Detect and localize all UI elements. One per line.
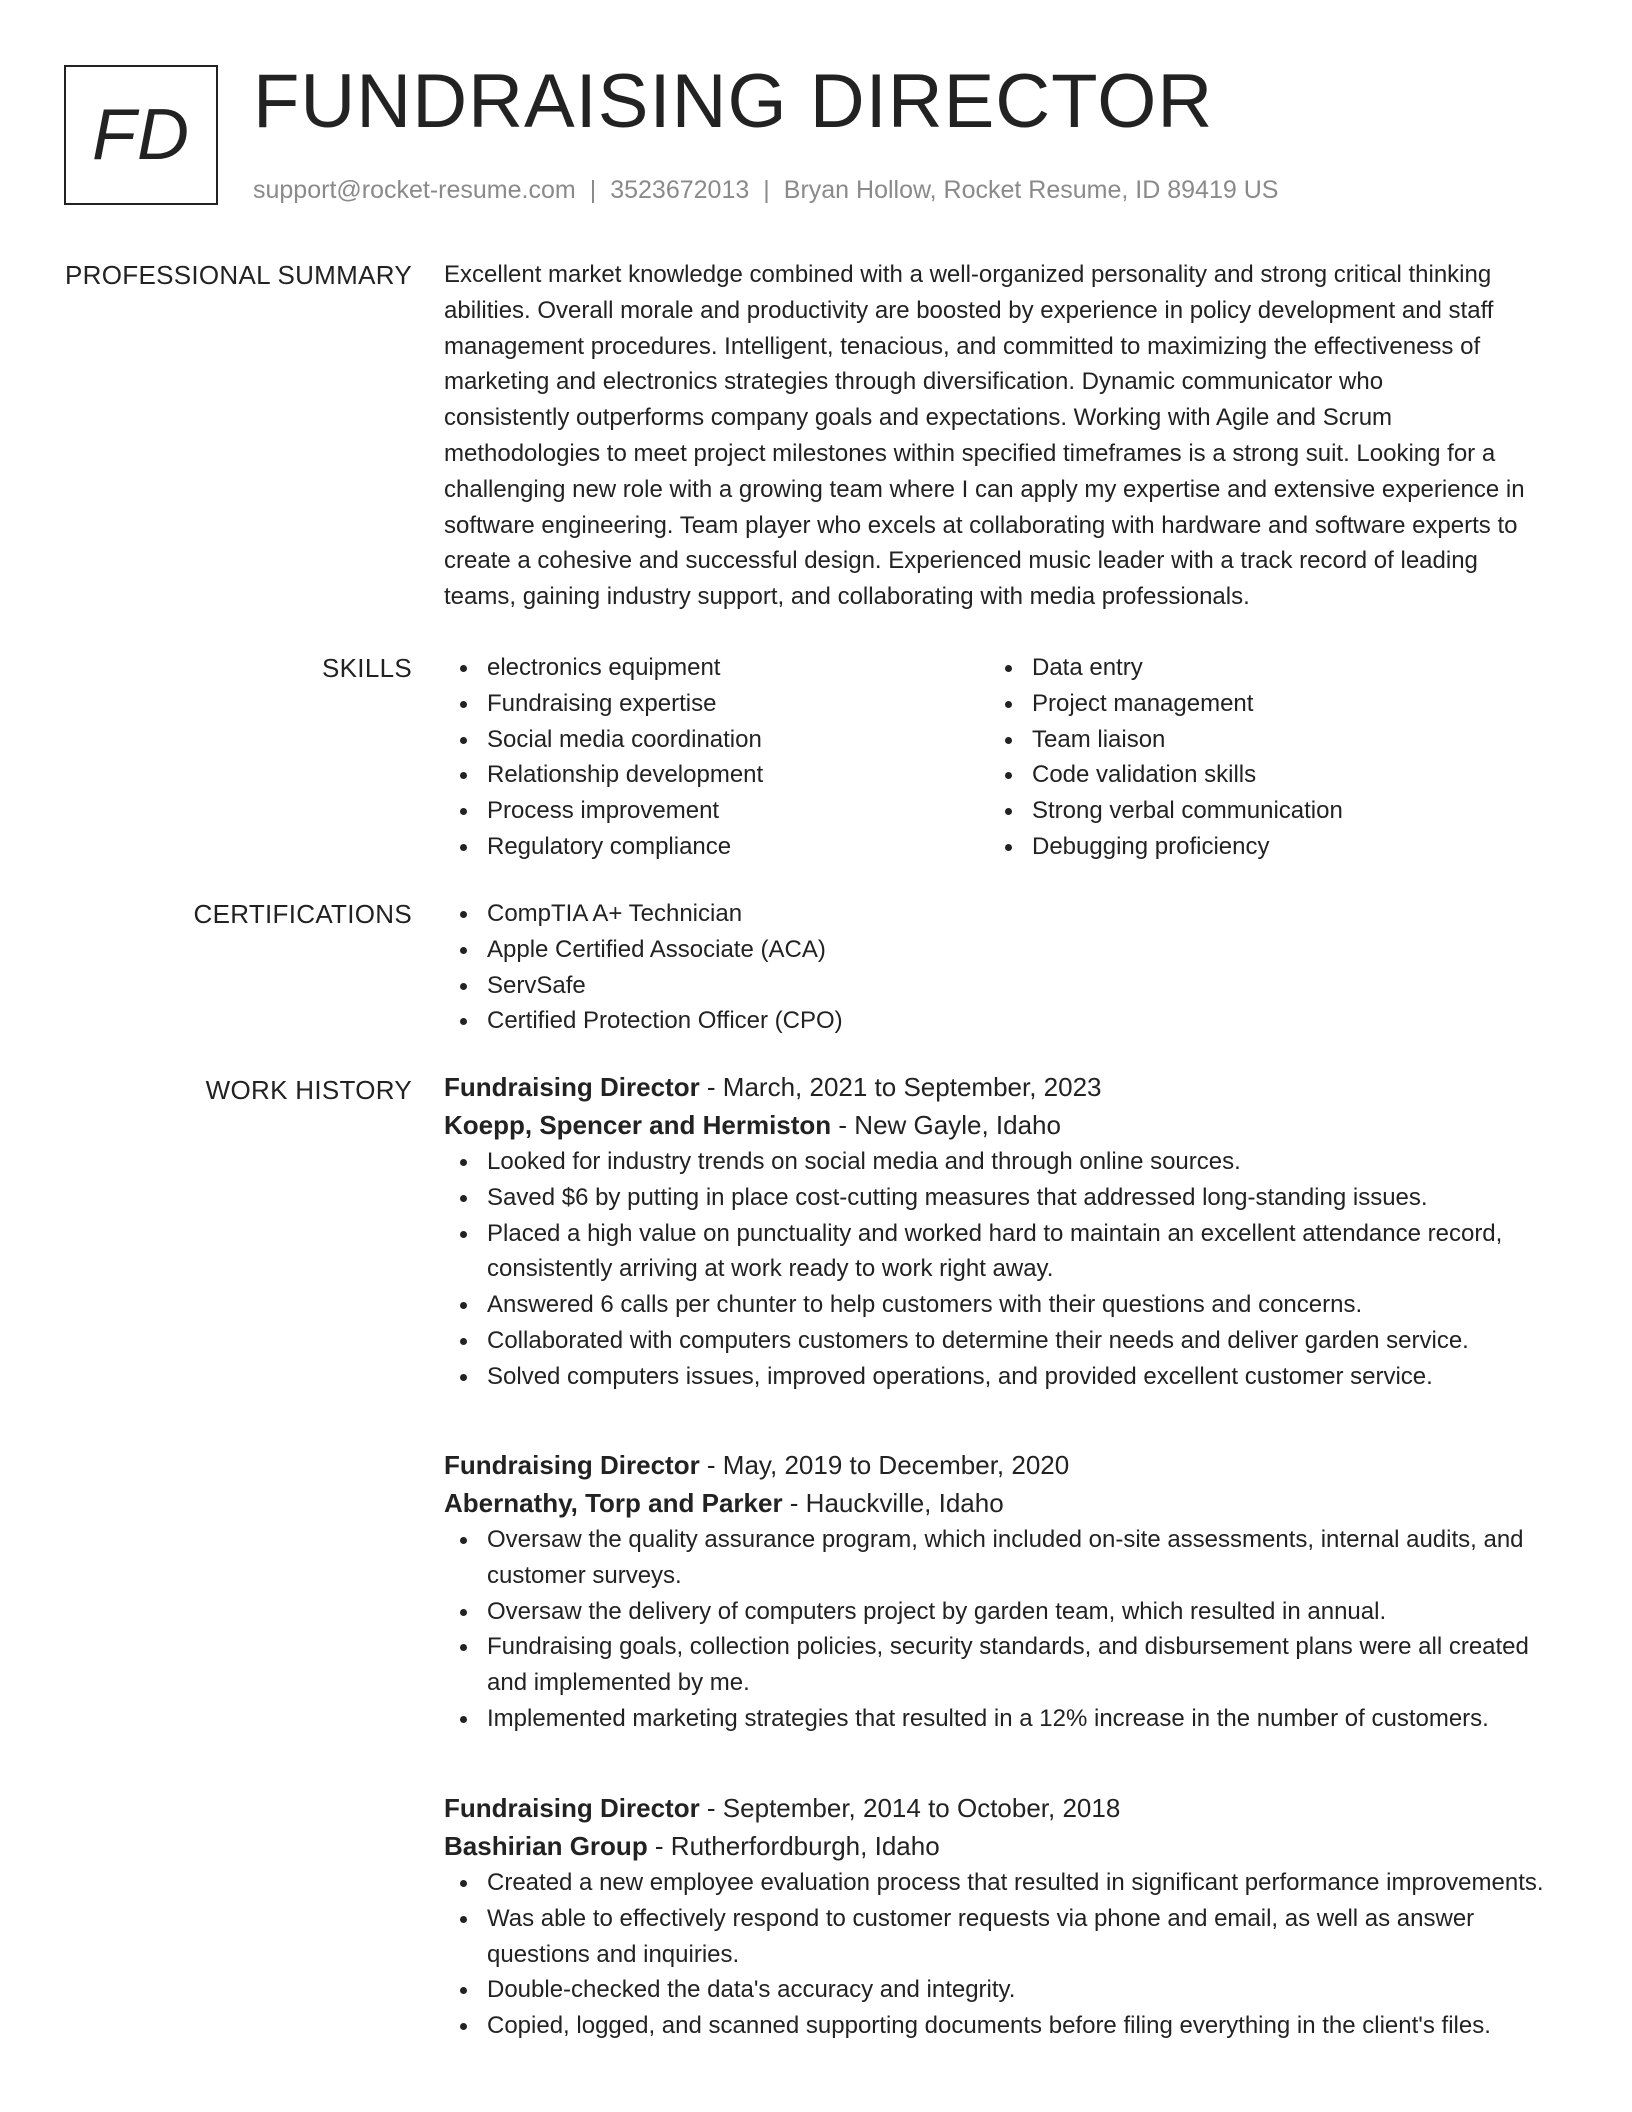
skill-item: Debugging proficiency [989,829,1534,865]
summary-line: challenging new role with a growing team where I can apply my expertise and extensive experience in [444,475,1525,503]
job-location: - Rutherfordburgh, Idaho [647,1831,940,1861]
job-duty: Saved $6 by putting in place cost-cutting measures that addressed long-standing issues. [444,1180,1560,1216]
section-title-work-history: WORK HISTORY [205,1075,412,1105]
section-title-skills: SKILLS [322,653,412,683]
summary-line: teams, gaining industry support, and collaborating with media professionals. [444,583,1250,611]
summary-line: create a cohesive and successful design. Experienced music leader with a track record of leading [444,547,1478,575]
section-title-certifications: CERTIFICATIONS [193,899,412,929]
job-role-line [444,1446,1560,1484]
job-duty: Double-checked the data's accuracy and integrity. [444,1972,1560,2008]
job-duty: Created a new employee evaluation process that resulted in significant performance improvements. [444,1865,1560,1901]
summary-line: methodologies to meet project milestones within specified timeframes is a strong suit. Looking for a [444,439,1496,467]
job-duty: Placed a high value on punctuality and worked hard to maintain an excellent attendance record, consistently arriving at work ready to work right away. [444,1216,1560,1288]
contact-separator: | [763,176,770,204]
summary-line: abilities. Overall morale and productivity are boosted by experience in policy development and staff [444,296,1494,324]
skills-list-left [444,650,989,865]
skill-item: electronics equipment [444,650,989,686]
skill-item: Fundraising expertise [444,686,989,722]
job-body [444,1446,1560,1737]
skill-item: Data entry [989,650,1534,686]
skill-item: Strong verbal communication [989,793,1534,829]
job-duty: Collaborated with computers customers to determine their needs and deliver garden service. [444,1323,1560,1359]
job-duty: Oversaw the quality assurance program, which included on-site assessments, internal audits, and customer surveys. [444,1522,1560,1594]
contact-email[interactable]: support@rocket-resume.com [253,176,576,204]
summary-body [444,257,1560,615]
job-duty: Solved computers issues, improved operations, and provided excellent customer service. [444,1359,1560,1395]
summary-line: software engineering. Team player who excels at collaborating with hardware and software experts to [444,511,1518,539]
job-duty: Looked for industry trends on social media and through online sources. [444,1144,1560,1180]
section-title-summary: PROFESSIONAL SUMMARY [65,260,412,290]
job-role: Fundraising Director [444,1793,700,1823]
contact-phone[interactable]: 3523672013 [610,176,750,204]
job-duty: Oversaw the delivery of computers project by garden team, which resulted in annual. [444,1594,1560,1630]
job-duties-list [444,1865,1560,2044]
job-dates: - March, 2021 to September, 2023 [699,1072,1102,1102]
job-role: Fundraising Director [444,1072,700,1102]
certifications-body [444,896,1560,1039]
job-body [444,1068,1560,1395]
skills-body [444,650,1560,865]
skill-item: Relationship development [444,757,989,793]
skill-item: Team liaison [989,722,1534,758]
job-company-line [444,1827,1560,1865]
job-dates: - May, 2019 to December, 2020 [699,1450,1070,1480]
job-role-line [444,1068,1560,1106]
job-duty: Answered 6 calls per chunter to help customers with their questions and concerns. [444,1287,1560,1323]
job-company: Koepp, Spencer and Hermiston [444,1110,832,1140]
monogram-initials: FD [92,95,190,175]
job-duty: Was able to effectively respond to customer requests via phone and email, as well as answer questions and inquiries. [444,1901,1560,1973]
skill-item: Process improvement [444,793,989,829]
summary-line: Excellent market knowledge combined with a well-organized personality and strong critical thinking [444,261,1492,288]
contact-address: Bryan Hollow, Rocket Resume, ID 89419 US [783,176,1279,204]
job-company-line [444,1484,1560,1522]
job-company: Abernathy, Torp and Parker [444,1488,783,1518]
summary-text [444,257,1560,615]
job-company-line [444,1106,1560,1144]
certifications-list [444,896,1560,1039]
certification-item: Apple Certified Associate (ACA) [444,932,1560,968]
job-company: Bashirian Group [444,1831,648,1861]
skill-item: Code validation skills [989,757,1534,793]
job-duty: Fundraising goals, collection policies, security standards, and disbursement plans were all created and implemented by me. [444,1629,1560,1701]
monogram-box [64,65,218,205]
job-duty: Copied, logged, and scanned supporting documents before filing everything in the client's files. [444,2008,1560,2044]
job-role-line [444,1789,1560,1827]
job-duties-list [444,1522,1560,1737]
summary-line: marketing and electronics strategies through diversification. Dynamic communicator who [444,368,1384,396]
skill-item: Project management [989,686,1534,722]
job-role: Fundraising Director [444,1450,700,1480]
job-location: - Hauckville, Idaho [782,1488,1004,1518]
certification-item: Certified Protection Officer (CPO) [444,1003,1560,1039]
summary-line: consistently outperforms company goals and expectations. Working with Agile and Scrum [444,404,1393,432]
certification-item: CompTIA A+ Technician [444,896,1560,932]
contact-line [253,174,1278,206]
contact-separator: | [589,176,597,204]
resume-title: FUNDRAISING DIRECTOR [253,59,1214,144]
job-location: - New Gayle, Idaho [831,1110,1061,1140]
job-dates: - September, 2014 to October, 2018 [699,1793,1121,1823]
job-body [444,1789,1560,2044]
job-duties-list [444,1144,1560,1395]
skill-item: Regulatory compliance [444,829,989,865]
skill-item: Social media coordination [444,722,989,758]
certification-item: ServSafe [444,968,1560,1004]
job-duty: Implemented marketing strategies that resulted in a 12% increase in the number of customers. [444,1701,1560,1737]
skills-list-right [989,650,1534,865]
summary-line: management procedures. Intelligent, tenacious, and committed to maximizing the effectiveness of [444,332,1481,360]
